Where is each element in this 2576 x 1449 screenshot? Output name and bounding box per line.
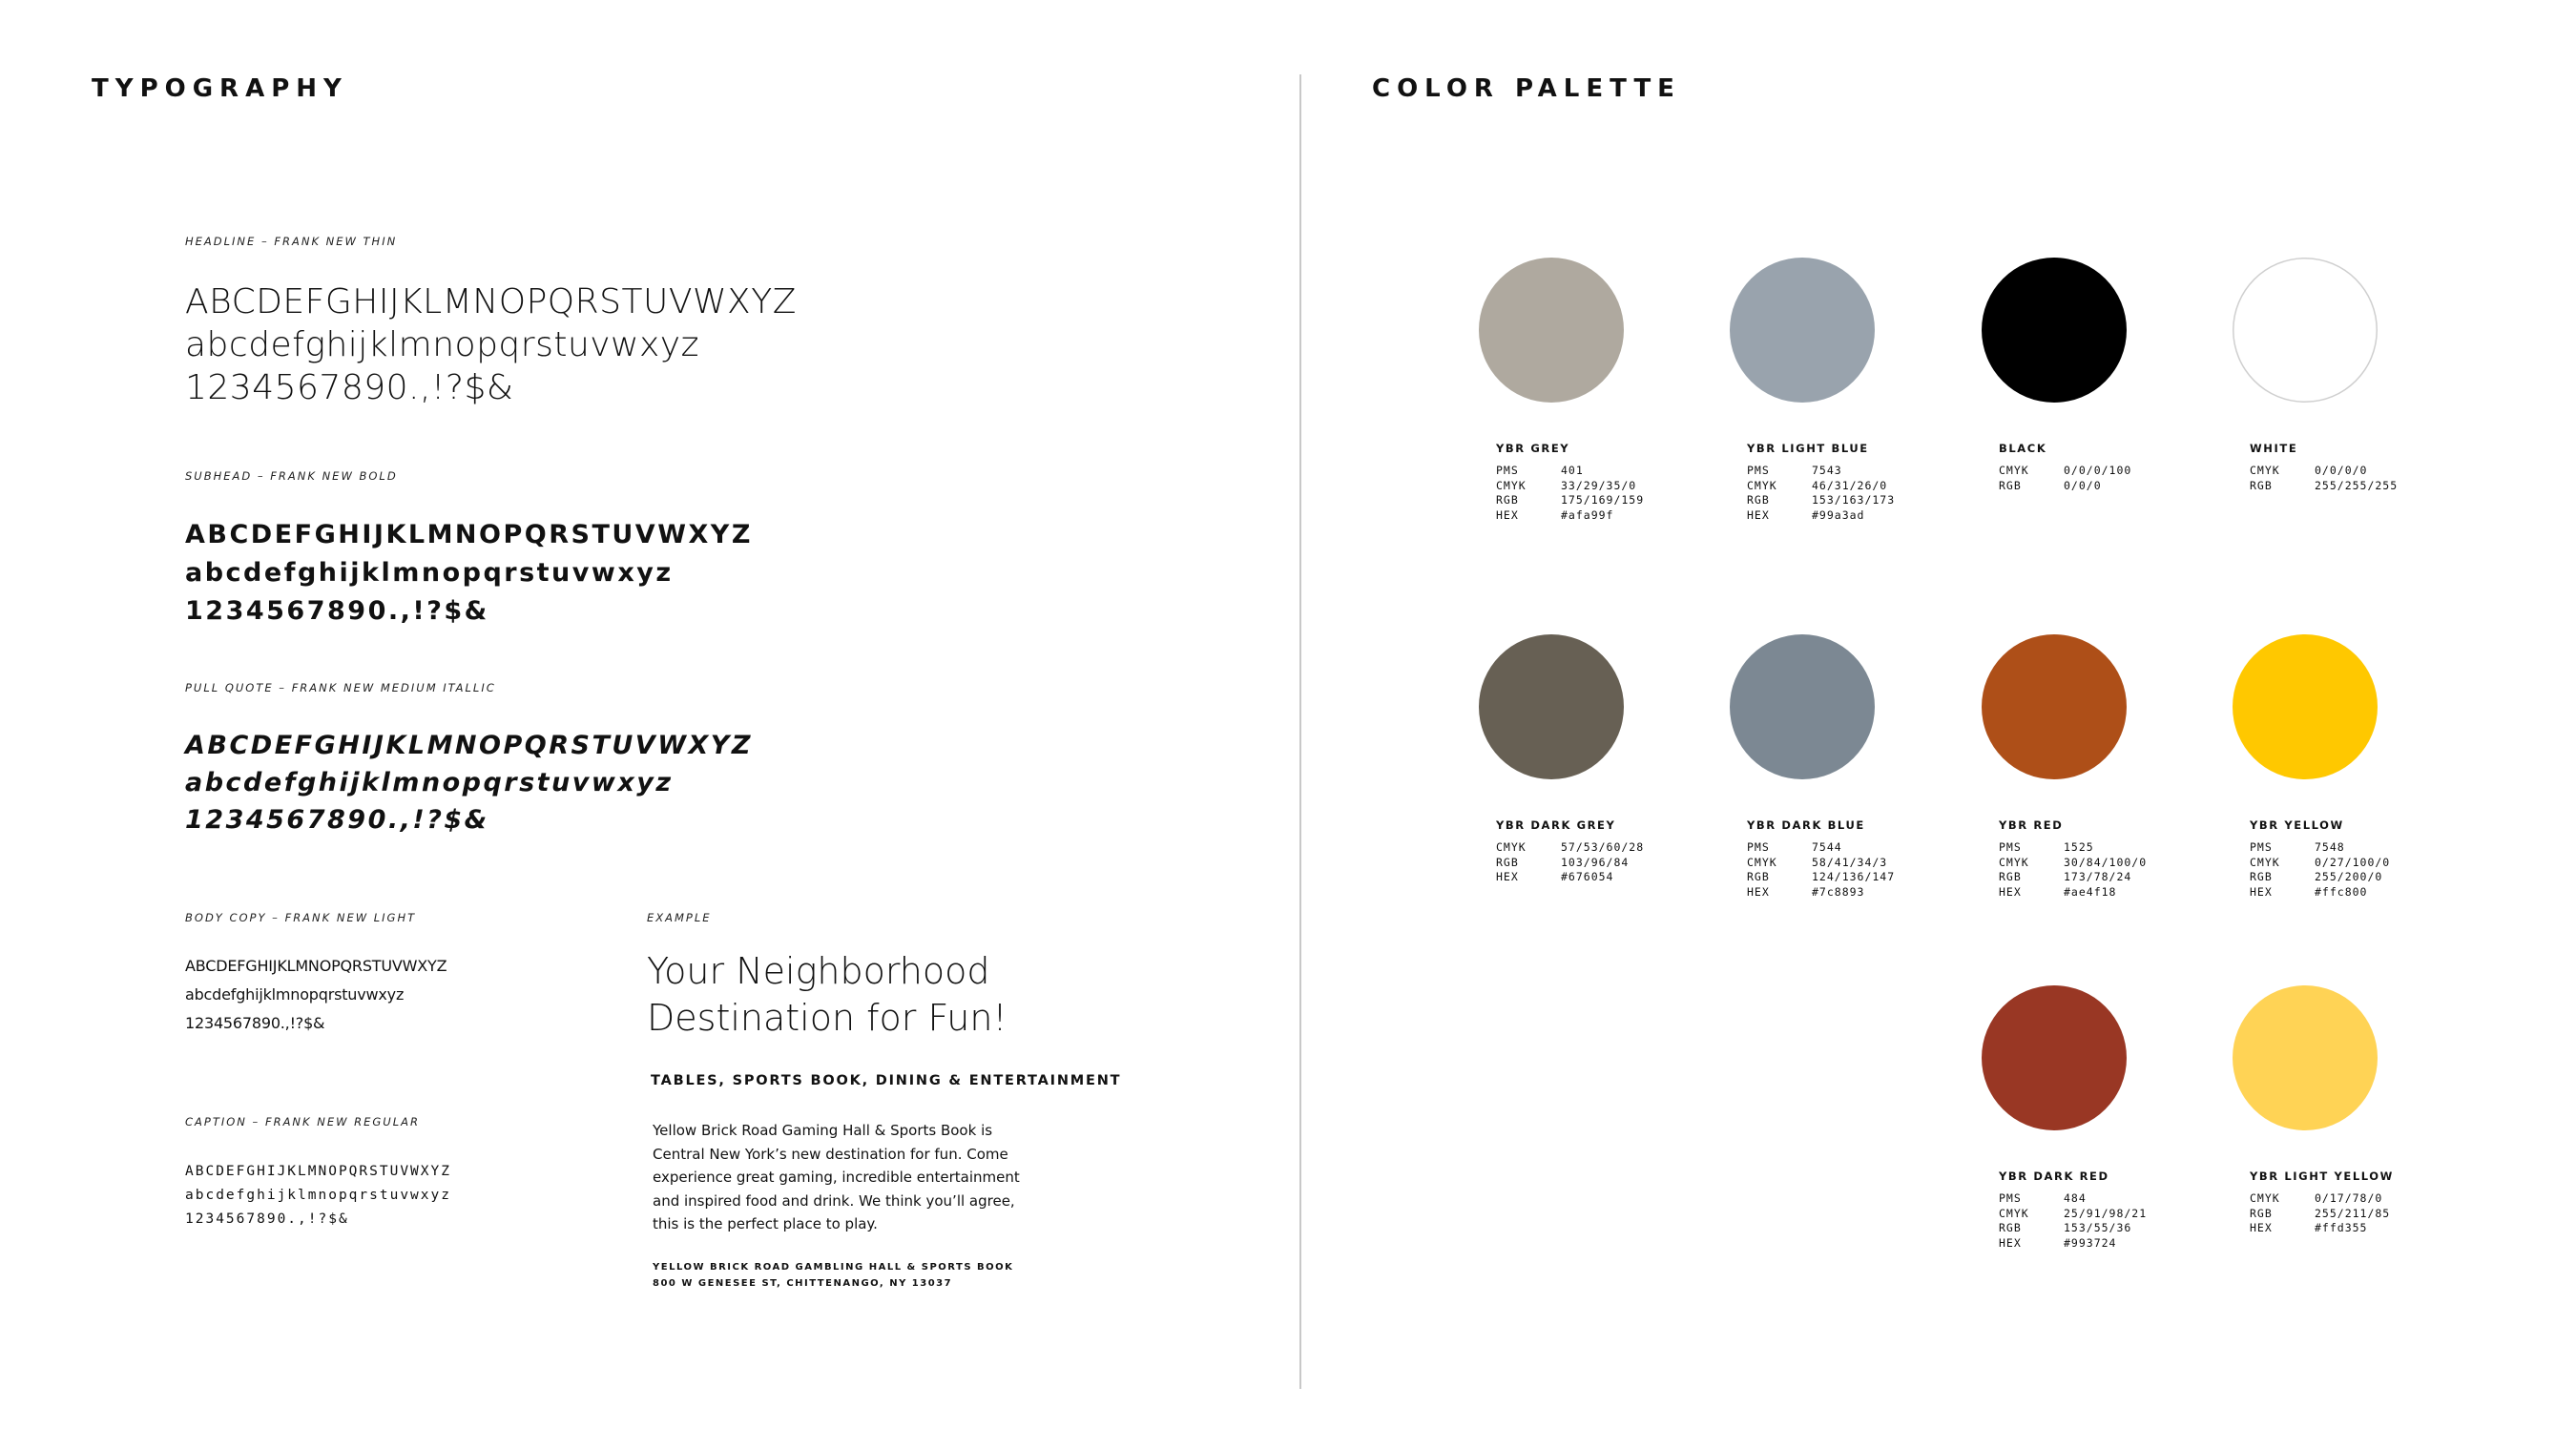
pullquote-specimen: [185, 727, 753, 838]
pullquote-spec-label: PULL QUOTE – FRANK NEW MEDIUM ITALLIC: [185, 681, 496, 694]
headline-uppercase: ABCDEFGHIJKLMNOPQRSTUVWXYZ: [185, 282, 797, 321]
color-value-key: CMYK: [2250, 1191, 2280, 1205]
black-name: BLACK: [1999, 442, 2047, 455]
color-value-row: [2250, 856, 2390, 871]
ybr-grey-name: YBR GREY: [1496, 442, 1570, 455]
color-value-key: PMS: [2250, 840, 2273, 854]
color-value: 255/255/255: [2315, 478, 2399, 492]
white-swatch: [2233, 258, 2378, 403]
color-value: 255/200/0: [2315, 870, 2383, 883]
color-value-row: [1747, 870, 1895, 885]
color-value: #99a3ad: [1812, 507, 1865, 522]
color-value-key: HEX: [2250, 1221, 2273, 1234]
color-value-key: HEX: [1496, 507, 1519, 522]
color-value-row: [1999, 870, 2147, 885]
caption-specimen: [185, 1160, 451, 1232]
color-value: 0/27/100/0: [2315, 855, 2391, 869]
ybr-dark-blue-swatch: [1730, 634, 1875, 779]
ybr-dark-blue-name: YBR DARK BLUE: [1747, 818, 1865, 832]
color-value: #ae4f18: [2064, 884, 2117, 899]
ybr-red-values: [1999, 840, 2147, 900]
color-value: #7c8893: [1812, 884, 1865, 899]
color-value-row: [1999, 464, 2131, 479]
color-value-row: [2250, 1207, 2390, 1222]
example-address-line1: YELLOW BRICK ROAD GAMBLING HALL & SPORTS BOOK: [653, 1262, 1014, 1273]
color-value-row: [2250, 1191, 2390, 1207]
color-value-key: HEX: [1747, 507, 1770, 522]
color-value-key: CMYK: [1999, 1206, 2029, 1220]
color-value-row: [1999, 1236, 2147, 1252]
ybr-dark-grey-swatch: [1479, 634, 1624, 779]
color-value: 7548: [2315, 840, 2345, 854]
color-value: 401: [1561, 464, 1584, 477]
color-value-key: PMS: [1496, 464, 1519, 477]
color-value-key: RGB: [2250, 870, 2273, 883]
ybr-yellow-swatch: [2233, 634, 2378, 779]
page-divider: [1299, 74, 1301, 1389]
color-value: 1525: [2064, 840, 2094, 854]
color-value-row: [2250, 464, 2398, 479]
ybr-light-blue-swatch: [1730, 258, 1875, 403]
color-value: 0/0/0: [2064, 478, 2102, 492]
color-value-key: RGB: [1747, 493, 1770, 507]
color-value-key: RGB: [1747, 870, 1770, 883]
color-value-key: CMYK: [1496, 840, 1527, 854]
color-value-row: [1999, 479, 2131, 494]
color-palette-title: COLOR PALETTE: [1372, 74, 1681, 103]
caption-numerals: 1234567890.,!?$&: [185, 1211, 349, 1227]
ybr-dark-red-swatch: [1982, 985, 2127, 1130]
white-values: [2250, 464, 2398, 493]
headline-specimen: [185, 280, 797, 409]
color-value-row: [1747, 508, 1895, 524]
color-value-row: [1999, 1221, 2147, 1236]
color-value: 175/169/159: [1561, 493, 1645, 507]
color-value-key: RGB: [1999, 1221, 2022, 1234]
example-address-line2: 800 W GENESEE ST, CHITTENANGO, NY 13037: [653, 1278, 953, 1289]
pullquote-numerals: 1234567890.,!?$&: [185, 805, 489, 835]
color-value-key: HEX: [2250, 884, 2273, 899]
example-body-line2: Central New York’s new destination for fun. Come: [653, 1145, 1008, 1163]
caption-uppercase: ABCDEFGHIJKLMNOPQRSTUVWXYZ: [185, 1164, 451, 1179]
color-value-row: [1747, 479, 1895, 494]
example-body: [653, 1119, 1020, 1236]
subhead-uppercase: ABCDEFGHIJKLMNOPQRSTUVWXYZ: [185, 520, 753, 549]
color-value: 7543: [1812, 464, 1842, 477]
ybr-grey-values: [1496, 464, 1644, 523]
example-subhead: TABLES, SPORTS BOOK, DINING & ENTERTAINMENT: [651, 1073, 1122, 1088]
color-value: 57/53/60/28: [1561, 840, 1645, 854]
color-value-key: CMYK: [1999, 464, 2029, 477]
color-value-row: [1747, 885, 1895, 900]
color-value: 30/84/100/0: [2064, 855, 2148, 869]
ybr-grey-swatch: [1479, 258, 1624, 403]
color-value-key: CMYK: [1999, 855, 2029, 869]
subhead-spec-label: SUBHEAD – FRANK NEW BOLD: [185, 469, 398, 483]
subhead-lowercase: abcdefghijklmnopqrstuvwxyz: [185, 558, 674, 588]
color-value-key: PMS: [1999, 1191, 2022, 1205]
color-value-key: PMS: [1747, 840, 1770, 854]
pullquote-lowercase: abcdefghijklmnopqrstuvwxyz: [185, 768, 674, 797]
ybr-dark-red-name: YBR DARK RED: [1999, 1170, 2109, 1183]
color-value: 484: [2064, 1191, 2087, 1205]
color-value: #afa99f: [1561, 507, 1614, 522]
ybr-dark-blue-values: [1747, 840, 1895, 900]
color-value: 103/96/84: [1561, 855, 1630, 869]
ybr-yellow-name: YBR YELLOW: [2250, 818, 2344, 832]
body-spec-label: BODY COPY – FRANK NEW LIGHT: [185, 911, 417, 924]
color-value-row: [1999, 840, 2147, 856]
color-value-row: [1747, 464, 1895, 479]
ybr-light-yellow-swatch: [2233, 985, 2378, 1130]
caption-lowercase: abcdefghijklmnopqrstuvwxyz: [185, 1188, 451, 1203]
black-swatch: [1982, 258, 2127, 403]
color-value-key: HEX: [1999, 884, 2022, 899]
body-uppercase: ABCDEFGHIJKLMNOPQRSTUVWXYZ: [185, 957, 447, 975]
color-value-key: CMYK: [2250, 464, 2280, 477]
color-value-row: [1496, 840, 1644, 856]
color-value-row: [2250, 479, 2398, 494]
ybr-light-yellow-name: YBR LIGHT YELLOW: [2250, 1170, 2394, 1183]
caption-spec-label: CAPTION – FRANK NEW REGULAR: [185, 1115, 420, 1128]
ybr-light-yellow-values: [2250, 1191, 2390, 1236]
color-value-row: [1747, 840, 1895, 856]
color-value-key: HEX: [1496, 870, 1519, 883]
example-headline: [647, 948, 1008, 1042]
color-value-key: HEX: [1747, 884, 1770, 899]
color-value: 46/31/26/0: [1812, 478, 1888, 492]
color-value-key: HEX: [1999, 1235, 2022, 1250]
color-value-row: [1747, 493, 1895, 508]
color-value-row: [1999, 1207, 2147, 1222]
color-value-key: PMS: [1747, 464, 1770, 477]
color-value: 25/91/98/21: [2064, 1206, 2148, 1220]
color-value: #676054: [1561, 870, 1614, 883]
color-value-key: RGB: [1496, 855, 1519, 869]
color-value-row: [1999, 1191, 2147, 1207]
color-value-row: [1999, 885, 2147, 900]
color-value: 173/78/24: [2064, 870, 2132, 883]
headline-lowercase: abcdefghijklmnopqrstuvwxyz: [185, 325, 700, 364]
subhead-numerals: 1234567890.,!?$&: [185, 596, 489, 626]
color-value: 255/211/85: [2315, 1206, 2391, 1220]
ybr-red-swatch: [1982, 634, 2127, 779]
example-body-line5: this is the perfect place to play.: [653, 1215, 878, 1232]
ybr-light-blue-values: [1747, 464, 1895, 523]
example-address: [653, 1259, 1013, 1292]
example-headline-line1: Your Neighborhood: [647, 950, 990, 992]
color-value-key: CMYK: [1747, 855, 1777, 869]
color-value: 153/163/173: [1812, 493, 1896, 507]
color-value-row: [1496, 479, 1644, 494]
typography-title: TYPOGRAPHY: [92, 74, 348, 103]
color-value-row: [1747, 856, 1895, 871]
color-value-key: PMS: [1999, 840, 2022, 854]
color-value-row: [2250, 870, 2390, 885]
color-value: #993724: [2064, 1235, 2117, 1250]
color-value: 0/17/78/0: [2315, 1191, 2383, 1205]
color-value-row: [1496, 856, 1644, 871]
color-value: 124/136/147: [1812, 870, 1896, 883]
color-value: 7544: [1812, 840, 1842, 854]
body-numerals: 1234567890.,!?$&: [185, 1014, 325, 1032]
color-value-row: [1496, 464, 1644, 479]
color-value-row: [1496, 870, 1644, 885]
headline-spec-label: HEADLINE – FRANK NEW THIN: [185, 235, 398, 248]
ybr-light-blue-name: YBR LIGHT BLUE: [1747, 442, 1869, 455]
color-value-row: [1496, 493, 1644, 508]
body-lowercase: abcdefghijklmnopqrstuvwxyz: [185, 985, 405, 1004]
color-value: #ffc800: [2315, 884, 2368, 899]
color-value-row: [2250, 885, 2390, 900]
color-value: 0/0/0/0: [2315, 464, 2368, 477]
ybr-yellow-values: [2250, 840, 2390, 900]
color-value: 58/41/34/3: [1812, 855, 1888, 869]
color-value-key: RGB: [1496, 493, 1519, 507]
black-values: [1999, 464, 2131, 493]
color-value-key: RGB: [1999, 478, 2022, 492]
ybr-dark-grey-name: YBR DARK GREY: [1496, 818, 1616, 832]
body-specimen: [185, 952, 447, 1038]
ybr-red-name: YBR RED: [1999, 818, 2064, 832]
color-value-key: CMYK: [1747, 478, 1777, 492]
color-value: #ffd355: [2315, 1221, 2368, 1234]
ybr-dark-grey-values: [1496, 840, 1644, 885]
example-spec-label: EXAMPLE: [647, 911, 712, 924]
color-value-row: [2250, 840, 2390, 856]
pullquote-uppercase: ABCDEFGHIJKLMNOPQRSTUVWXYZ: [185, 731, 753, 760]
example-body-line3: experience great gaming, incredible entertainment: [653, 1169, 1020, 1186]
color-value: 33/29/35/0: [1561, 478, 1637, 492]
example-body-line4: and inspired food and drink. We think you’ll agree,: [653, 1191, 1015, 1210]
ybr-dark-red-values: [1999, 1191, 2147, 1251]
color-value-row: [2250, 1221, 2390, 1236]
color-value-key: CMYK: [2250, 855, 2280, 869]
subhead-specimen: [185, 516, 753, 631]
color-value: 153/55/36: [2064, 1221, 2132, 1234]
headline-numerals: 1234567890.,!?$&: [185, 368, 514, 407]
color-value-row: [1496, 508, 1644, 524]
example-headline-line2: Destination for Fun!: [647, 997, 1008, 1039]
color-value-row: [1999, 856, 2147, 871]
color-value: 0/0/0/100: [2064, 464, 2132, 477]
color-value-key: RGB: [1999, 870, 2022, 883]
example-body-line1: Yellow Brick Road Gaming Hall & Sports Book is: [653, 1122, 993, 1139]
color-value-key: CMYK: [1496, 478, 1527, 492]
white-name: WHITE: [2250, 442, 2298, 455]
color-value-key: RGB: [2250, 478, 2273, 492]
color-value-key: RGB: [2250, 1206, 2273, 1220]
